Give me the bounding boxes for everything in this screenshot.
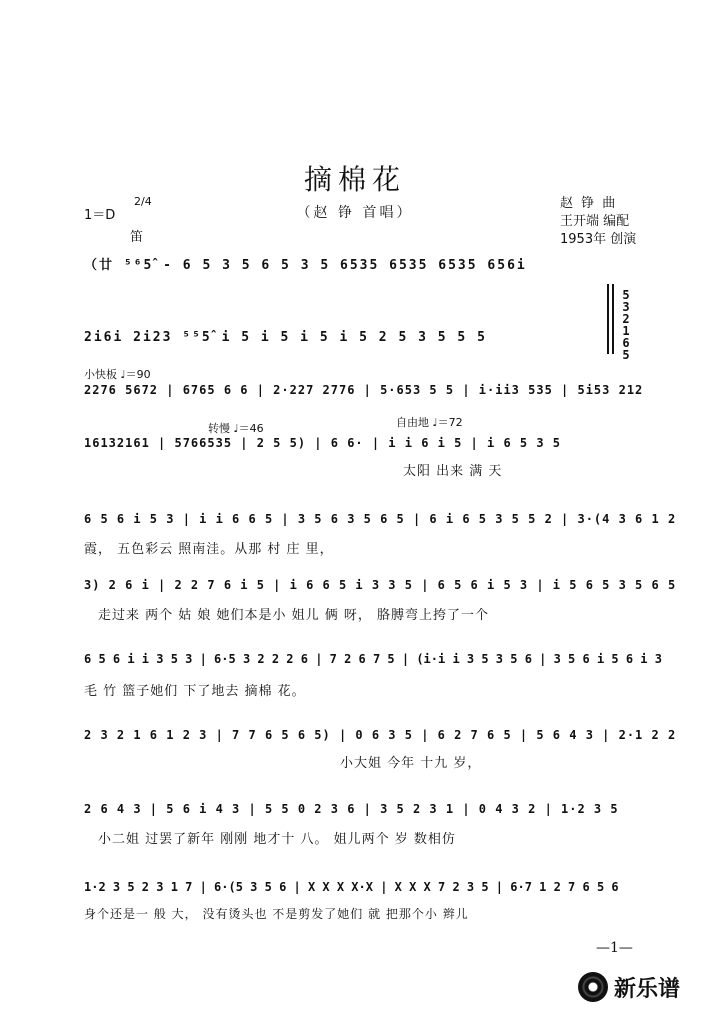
staff-row-8: 2 3 2 1 6 1 2 3 | 7 7 6 5 6 5) | 0 6 3 5 | 6 2 7 6 5 | 5 6 4 3 | 2·1 2 2: [84, 728, 677, 742]
page-number: —1—: [596, 940, 633, 956]
lyric-line: 小大姐 今年 十九 岁，: [340, 756, 482, 771]
double-barline: [607, 284, 609, 354]
double-barline: [612, 284, 614, 354]
lyric-line: 毛 竹 篮子她们 下了地去 摘棉 花。: [84, 684, 306, 699]
staff-row-5: 6 5 6 i 5 3 | i i 6 6 5 | 3 5 6 3 5 6 5 | 6 i 6 5 3 5 5 2 | 3·(4 3 6 1 2: [84, 512, 677, 526]
performer-credit: （赵 铮 首唱）: [296, 205, 414, 221]
record-disc-icon: [578, 972, 608, 1002]
composer-credit: 赵 铮 曲: [560, 196, 618, 211]
watermark-logo: 新乐谱: [614, 977, 681, 1002]
staff-row-3: 2276 5672 | 6765 6 6 | 2·227 2776 | 5·653 5 5 | i·ii3 535 | 5i53 212: [84, 383, 644, 397]
staff-row-7: 6 5 6 i i 3 5 3 | 6·5 3 2 2 2 6 | 7 2 6 7 5 | (i·i i 3 5 3 5 6 | 3 5 6 i 5 6 i 3: [84, 652, 662, 666]
tempo-marking: 小快板 ♩＝90: [84, 368, 151, 381]
tempo-marking: 自由地 ♩＝72: [396, 416, 463, 429]
staff-row-2: 2i6i 2i23 ⁵⁵5̂ i 5 i 5 i 5 i 5 2 5 3 5 5 5: [84, 330, 487, 345]
staff-row-4: 16132161 | 5766535 | 2 5 5) | 6 6· | i i 6 i 5 | i 6 5 3 5: [84, 436, 562, 450]
staff-row-10: 1·2 3 5 2 3 1 7 | 6·(5 3 5 6 | X X X X·X | X X X 7 2 3 5 | 6·7 1 2 7 6 5 6: [84, 880, 619, 894]
vertical-ending-notes: 532165: [622, 288, 630, 362]
staff-row-6: 3) 2 6 i | 2 2 7 6 i 5 | i 6 6 5 i 3 3 5 | 6 5 6 i 5 3 | i 5 6 5 3 5 6 5: [84, 578, 677, 592]
lyric-line: 太阳 出来 满 天: [403, 464, 503, 479]
instrument-label: 笛: [130, 230, 144, 245]
lyric-line: 身个还是一 般 大， 没有烫头也 不是剪发了她们 就 把那个小 辫儿: [84, 907, 469, 921]
year-credit: 1953年 创演: [560, 232, 637, 247]
song-title: 摘棉花: [303, 163, 406, 196]
staff-row-1: （廿 ⁵⁶5̂ - 6 5 3 5 6 5 3 5 6535 6535 6535 656i: [84, 258, 527, 273]
lyric-line: 霞， 五色彩云 照南洼。从那 村 庄 里，: [84, 542, 334, 557]
key-signature: 1＝D: [84, 208, 116, 223]
arranger-credit: 王开端 编配: [560, 214, 630, 229]
lyric-line: 小二姐 过罢了新年 刚刚 地才十 八。 姐儿两个 岁 数相仿: [98, 832, 456, 847]
staff-row-9: 2 6 4 3 | 5 6 i 4 3 | 5 5 0 2 3 6 | 3 5 2 3 1 | 0 4 3 2 | 1·2 3 5: [84, 802, 619, 816]
tempo-marking: 转慢 ♩＝46: [208, 422, 264, 435]
time-signature: 2/4: [134, 195, 152, 208]
lyric-line: 走过来 两个 姑 娘 她们本是小 姐儿 俩 呀， 胳膊弯上挎了一个: [98, 608, 490, 623]
